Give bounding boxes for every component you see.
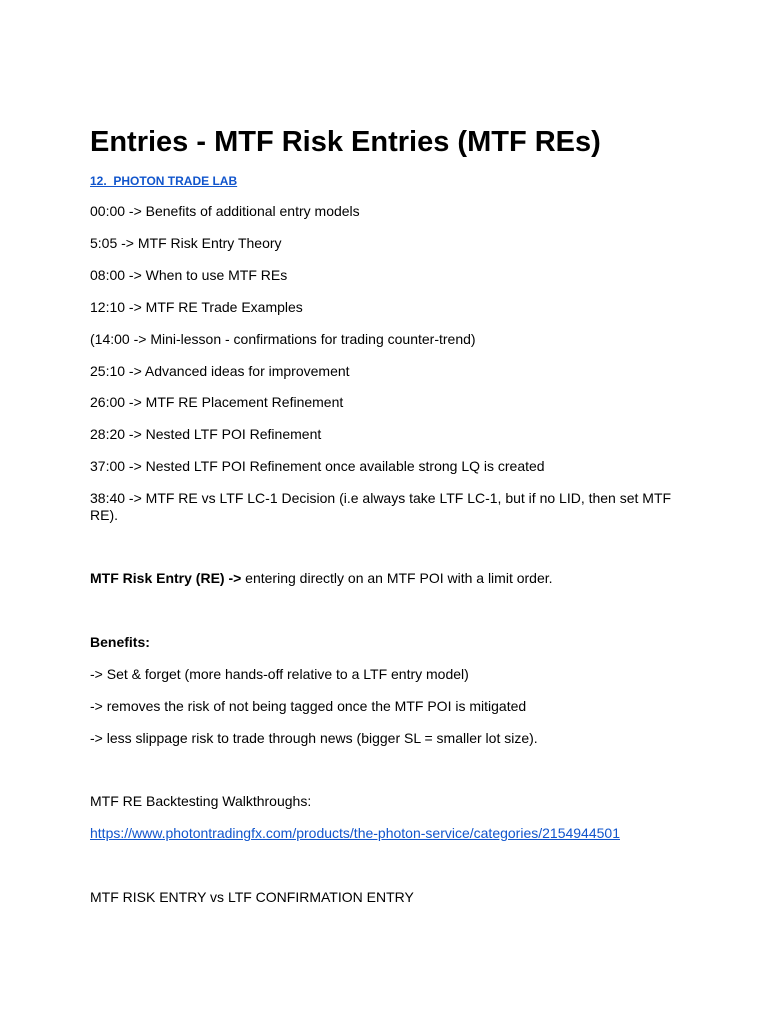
backtesting-link[interactable]: https://www.photontradingfx.com/products/the-photon-service/categories/2154944501 — [90, 825, 620, 841]
definition-term: MTF Risk Entry (RE) -> — [90, 570, 242, 586]
benefit-item: -> less slippage risk to trade through news (bigger SL = smaller lot size). — [90, 730, 538, 746]
definition-text: entering directly on an MTF POI with a limit order. — [241, 570, 553, 586]
timestamp-item: 38:40 -> MTF RE vs LTF LC-1 Decision (i.e always take LTF LC-1, but if no LID, then set MTF RE). — [90, 490, 672, 523]
timestamp-item: 00:00 -> Benefits of additional entry models — [90, 203, 360, 219]
timestamp-item: 08:00 -> When to use MTF REs — [90, 267, 288, 283]
timestamp-item: 5:05 -> MTF Risk Entry Theory — [90, 235, 282, 251]
lesson-link[interactable]: 12. PHOTON TRADE LAB — [90, 174, 238, 188]
benefit-item: -> Set & forget (more hands-off relative to a LTF entry model) — [90, 666, 469, 682]
lesson-link-row — [90, 172, 680, 190]
backtesting-link-row — [90, 825, 680, 842]
timestamp-item: 26:00 -> MTF RE Placement Refinement — [90, 394, 344, 410]
benefit-item: -> removes the risk of not being tagged once the MTF POI is mitigated — [90, 698, 527, 714]
timestamp-item: 12:10 -> MTF RE Trade Examples — [90, 299, 303, 315]
timestamp-item: 25:10 -> Advanced ideas for improvement — [90, 363, 350, 379]
comparison-heading: MTF RISK ENTRY vs LTF CONFIRMATION ENTRY — [90, 889, 414, 905]
timestamp-item: 37:00 -> Nested LTF POI Refinement once available strong LQ is created — [90, 458, 545, 474]
timestamp-item: (14:00 -> Mini-lesson - confirmations for trading counter-trend) — [90, 331, 476, 347]
definition-paragraph — [90, 570, 680, 587]
timestamp-item: 28:20 -> Nested LTF POI Refinement — [90, 426, 322, 442]
page-title: Entries - MTF Risk Entries (MTF REs) — [90, 126, 601, 158]
backtesting-label: MTF RE Backtesting Walkthroughs: — [90, 793, 312, 809]
benefits-heading: Benefits: — [90, 634, 150, 650]
